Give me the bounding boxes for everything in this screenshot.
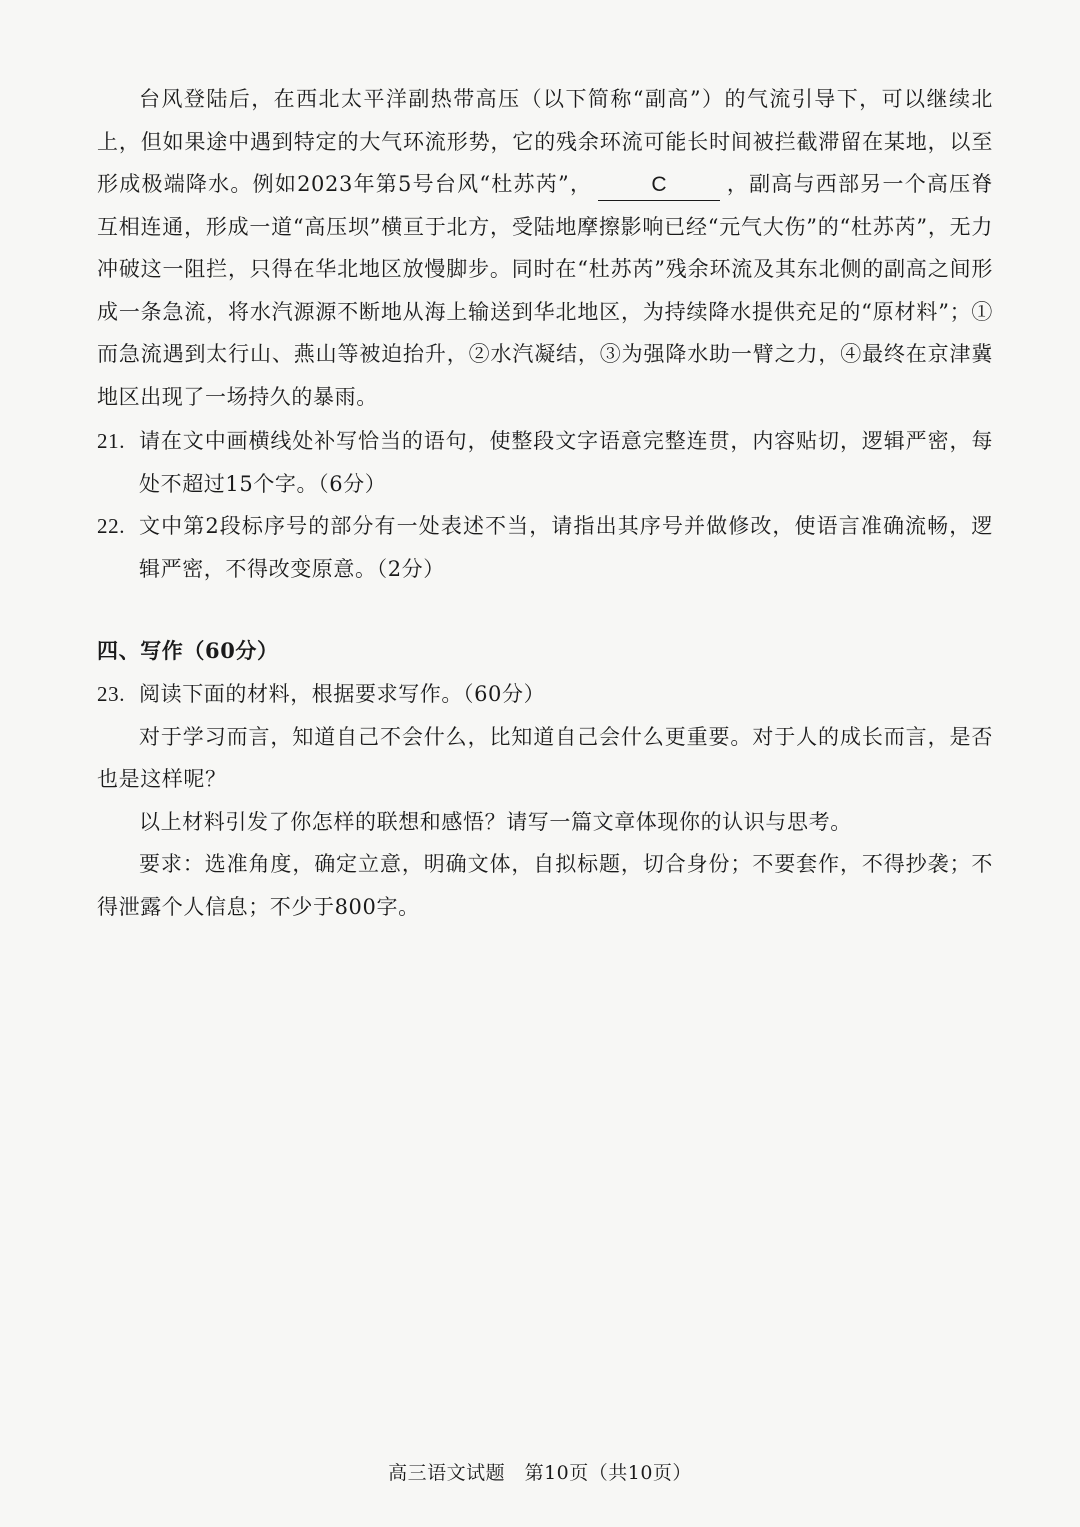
- reading-passage: [97, 78, 993, 418]
- question-number: 22.: [97, 514, 126, 538]
- question-number: 23.: [97, 682, 126, 706]
- page-footer: 高三语文试题 第10页（共10页）: [388, 1462, 692, 1484]
- passage-paragraph: [97, 78, 993, 418]
- question-21: [97, 420, 993, 505]
- question-list: [97, 420, 993, 590]
- writing-prompt: 以上材料引发了你怎样的联想和感悟？请写一篇文章体现你的认识与思考。: [139, 809, 852, 834]
- question-23: [97, 673, 993, 716]
- section-title-writing: 四、写作（60分）: [97, 638, 279, 663]
- question-text: 阅读下面的材料，根据要求写作。（60分）: [139, 682, 546, 706]
- fill-in-blank-c: C: [598, 170, 720, 201]
- question-number: 21.: [97, 429, 126, 453]
- question-22: [97, 505, 993, 590]
- writing-material: 对于学习而言，知道自己不会什么，比知道自己会什么更重要。对于人的成长而言，是否也是这样呢？: [97, 724, 993, 791]
- passage-text-before-blank: 台风登陆后，在西北太平洋副热带高压（以下简称“副高”）的气流引导下，可以继续北上，但如果途中遇到特定的大气环流形势，它的残余环流可能长时间被拦截滞留在某地，以至形成极端降水。例如2023年第5号台风“杜苏芮”，: [97, 87, 993, 196]
- writing-section: [97, 673, 993, 928]
- question-text: 请在文中画横线处补写恰当的语句，使整段文字语意完整连贯，内容贴切，逻辑严密，每处不超过15个字。（6分）: [139, 429, 993, 496]
- question-text: 文中第2段标序号的部分有一处表述不当，请指出其序号并做修改，使语言准确流畅，逻辑严密，不得改变原意。（2分）: [139, 514, 993, 581]
- passage-text-after-blank: ，副高与西部另一个高压脊互相连通，形成一道“高压坝”横亘于北方，受陆地摩擦影响已经“元气大伤”的“杜苏芮”，无力冲破这一阻拦，只得在华北地区放慢脚步。同时在“杜苏芮”残余环流及其东北侧的副高之间形成一条急流，将水汽源源不断地从海上输送到华北地区，为持续降水提供充足的“原材料”；①而急流遇到太行山、燕山等被迫抬升，②水汽凝结，③为强降水助一臂之力，④最终在京津冀地区出现了一场持久的暴雨。: [97, 172, 993, 409]
- writing-requirements: 要求：选准角度，确定立意，明确文体，自拟标题，切合身份；不要套作，不得抄袭；不得泄露个人信息；不少于800字。: [97, 852, 993, 919]
